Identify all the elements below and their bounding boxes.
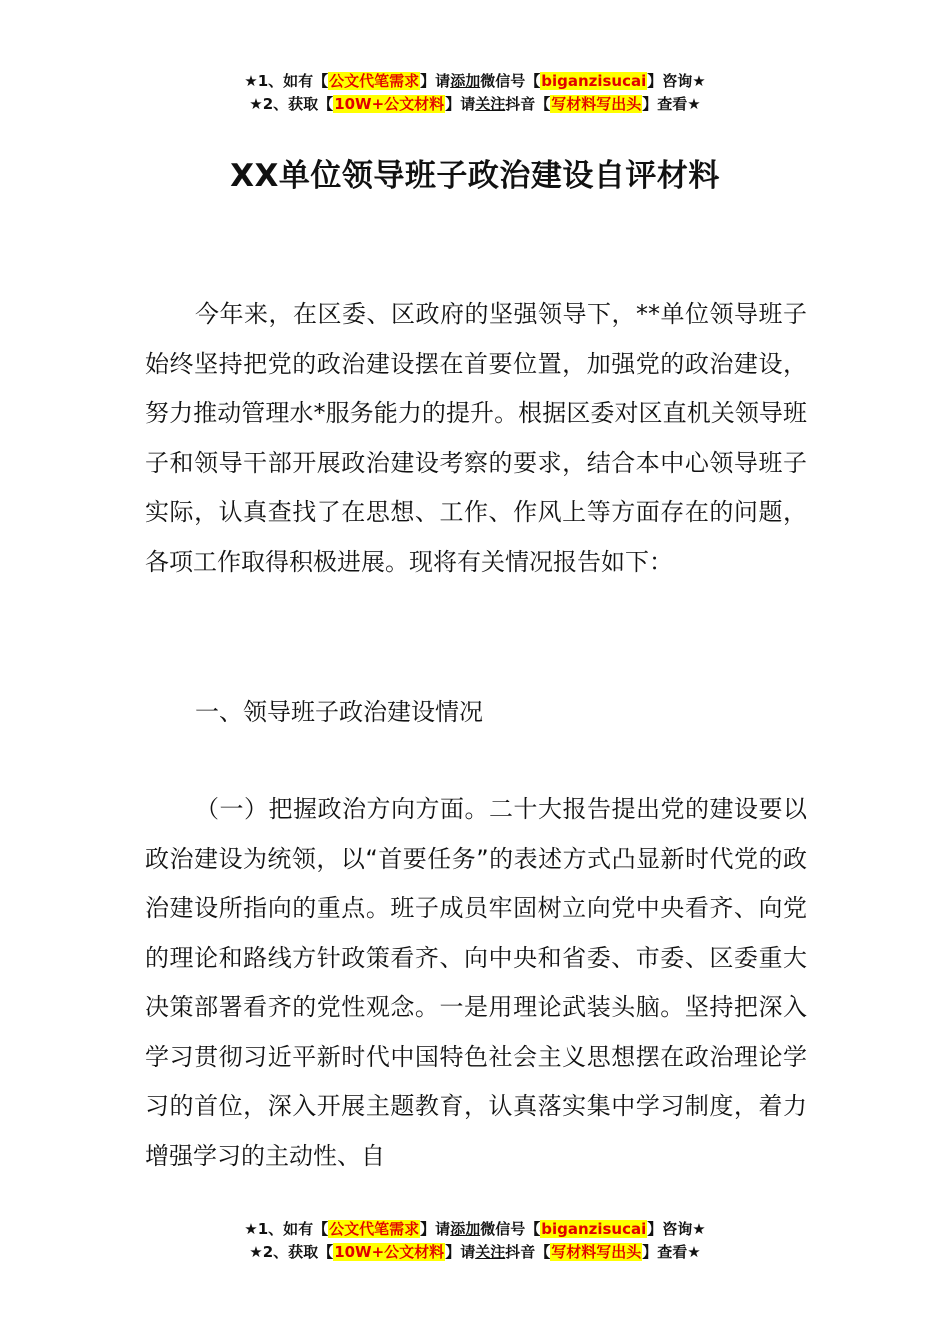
promo-banner-top xyxy=(0,70,950,116)
document-title: XX单位领导班子政治建设自评材料 xyxy=(230,158,720,194)
promo-text: ★2、获取【 xyxy=(249,95,334,113)
promo-text: 】请 xyxy=(420,1220,451,1238)
douyin-account: 写材料写出头 xyxy=(551,95,642,113)
intro-paragraph xyxy=(145,290,807,587)
promo-text: 微信号【 xyxy=(480,72,541,90)
promo-text: 】查看★ xyxy=(642,95,701,113)
promo-text: 抖音【 xyxy=(505,95,551,113)
promo-line-2 xyxy=(0,93,950,116)
wechat-id: biganzisucai xyxy=(541,1220,647,1238)
section-heading-text: 一、领导班子政治建设情况 xyxy=(195,698,483,726)
wechat-id: biganzisucai xyxy=(541,72,647,90)
intro-text: 今年来，在区委、区政府的坚强领导下，**单位领导班子始终坚持把党的政治建设摆在首要位置，加强党的政治建设，努力推动管理水*服务能力的提升。根据区委对区直机关领导班子和领导干部开展政治建设考察的要求，结合本中心领导班子实际，认真查找了在思想、工作、作风上等方面存在的问题，各项工作取得积极进展。现将有关情况报告如下： xyxy=(145,300,807,576)
promo-text: 】查看★ xyxy=(642,1243,701,1261)
section-heading xyxy=(145,688,807,738)
promo-underline: 关注 xyxy=(475,95,506,113)
promo-text: 】请 xyxy=(445,95,476,113)
douyin-account: 写材料写出头 xyxy=(551,1243,642,1261)
promo-underline: 添加 xyxy=(450,1220,481,1238)
promo-text: ★1、如有【 xyxy=(244,1220,329,1238)
promo-highlight: 10W+公文材料 xyxy=(334,1243,445,1261)
promo-line-1 xyxy=(0,1218,950,1241)
promo-text: 】咨询★ xyxy=(647,1220,706,1238)
promo-line-2 xyxy=(0,1241,950,1264)
promo-text: 】咨询★ xyxy=(647,72,706,90)
promo-text: ★1、如有【 xyxy=(244,72,329,90)
promo-line-1 xyxy=(0,70,950,93)
promo-text: ★2、获取【 xyxy=(249,1243,334,1261)
section-paragraph-text: （一）把握政治方向方面。二十大报告提出党的建设要以政治建设为统领，以“首要任务”的表述方式凸显新时代党的政治建设所指向的重点。班子成员牢固树立向党中央看齐、向党的理论和路线方针政策看齐、向中央和省委、市委、区委重大决策部署看齐的党性观念。一是用理论武装头脑。坚持把深入学习贯彻习近平新时代中国特色社会主义思想摆在政治理论学习的首位，深入开展主题教育，认真落实集中学习制度，着力增强学习的主动性、自 xyxy=(145,795,807,1170)
promo-text: 微信号【 xyxy=(480,1220,541,1238)
promo-text: 】请 xyxy=(445,1243,476,1261)
promo-highlight: 10W+公文材料 xyxy=(334,95,445,113)
promo-text: 抖音【 xyxy=(505,1243,551,1261)
promo-text: 】请 xyxy=(420,72,451,90)
promo-highlight: 公文代笔需求 xyxy=(329,1220,420,1238)
promo-underline: 关注 xyxy=(475,1243,506,1261)
promo-underline: 添加 xyxy=(450,72,481,90)
section-paragraph xyxy=(145,785,807,1181)
promo-highlight: 公文代笔需求 xyxy=(329,72,420,90)
promo-banner-bottom xyxy=(0,1218,950,1264)
